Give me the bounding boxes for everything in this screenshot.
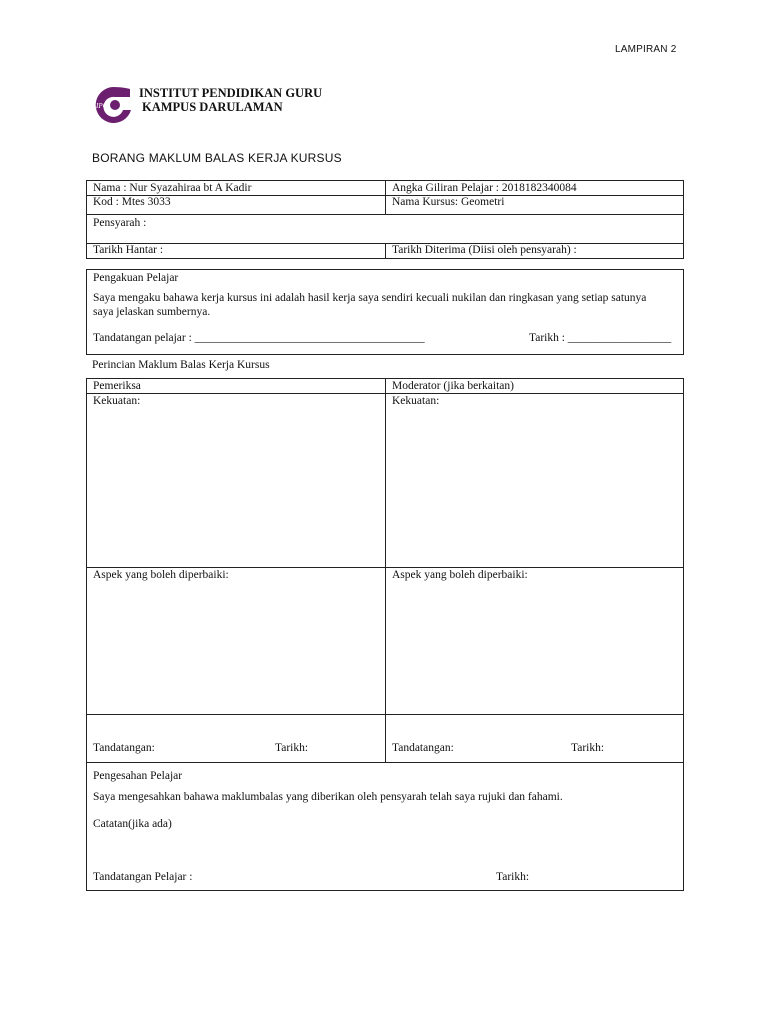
divider — [385, 181, 386, 214]
moderator-improvements-label: Aspek yang boleh diperbaiki: — [392, 569, 528, 581]
student-declaration-box — [86, 269, 684, 355]
declaration-text: Saya mengaku bahawa kerja kursus ini adalah hasil kerja saya sendiri kecuali nukilan dan ringkasan yang setiap satunya saya jelaskan sumbernya. — [93, 292, 647, 318]
appendix-label: LAMPIRAN 2 — [615, 44, 677, 55]
student-name-field: Nama : Nur Syazahiraa bt A Kadir — [93, 182, 252, 194]
student-info-table — [86, 180, 684, 259]
institution-line-2: KAMPUS DARULAMAN — [142, 100, 283, 114]
moderator-strengths-label: Kekuatan: — [392, 395, 440, 407]
notes-label: Catatan(jika ada) — [93, 818, 172, 830]
declaration-signature-line: Tandatangan pelajar : ________________________________________ — [93, 332, 425, 344]
moderator-date-label: Tarikh: — [571, 742, 605, 754]
examiner-improvements-label: Aspek yang boleh diperbaiki: — [93, 569, 229, 581]
course-name-field: Nama Kursus: Geometri — [392, 196, 505, 208]
verification-text: Saya mengesahkan bahawa maklumbalas yang diberikan oleh pensyarah telah saya rujuki dan fahami. — [93, 791, 563, 803]
examiner-strengths-label: Kekuatan: — [93, 395, 141, 407]
feedback-details-heading: Perincian Maklum Balas Kerja Kursus — [92, 359, 270, 371]
divider — [87, 762, 683, 763]
moderator-signature-label: Tandatangan: — [392, 742, 454, 754]
submission-date-field: Tarikh Hantar : — [93, 244, 164, 256]
received-date-field: Tarikh Diterima (Diisi oleh pensyarah) : — [392, 244, 577, 256]
verification-heading: Pengesahan Pelajar — [93, 770, 183, 782]
institution-name — [139, 86, 322, 114]
lecturer-field: Pensyarah : — [93, 217, 147, 229]
institution-line-1: INSTITUT PENDIDIKAN GURU — [139, 86, 323, 100]
feedback-table — [86, 378, 684, 891]
form-title: BORANG MAKLUM BALAS KERJA KURSUS — [92, 151, 342, 165]
course-code-field: Kod : Mtes 3033 — [93, 196, 171, 208]
declaration-date-line: Tarikh : __________________ — [529, 332, 672, 344]
divider — [87, 214, 683, 215]
student-signature-label: Tandatangan Pelajar : — [93, 871, 193, 883]
declaration-heading: Pengakuan Pelajar — [93, 272, 179, 284]
divider — [385, 379, 386, 762]
divider — [385, 243, 386, 258]
logo-text: IPG — [96, 102, 108, 110]
student-index-field: Angka Giliran Pelajar : 2018182340084 — [392, 182, 577, 194]
institution-logo — [93, 86, 133, 124]
examiner-column-header: Pemeriksa — [93, 380, 141, 392]
examiner-date-label: Tarikh: — [275, 742, 309, 754]
student-date-label: Tarikh: — [496, 871, 530, 883]
logo-icon — [93, 86, 133, 124]
examiner-signature-label: Tandatangan: — [93, 742, 155, 754]
moderator-column-header: Moderator (jika berkaitan) — [392, 380, 514, 392]
